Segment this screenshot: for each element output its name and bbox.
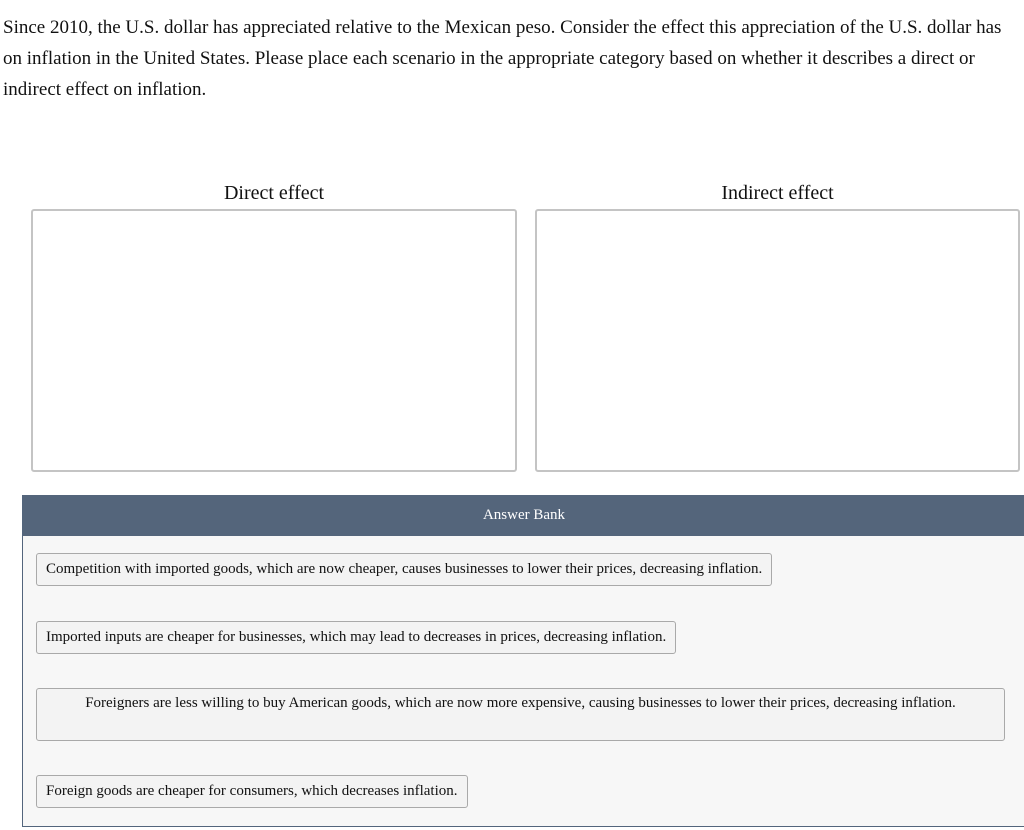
answer-bank [22,495,1024,827]
answer-chip[interactable]: Competition with imported goods, which are now cheaper, causes businesses to lower their prices, decreasing inflation. [36,553,772,586]
category-label-direct: Direct effect [223,182,325,204]
answer-chip[interactable]: Imported inputs are cheaper for businesses, which may lead to decreases in prices, decreasing inflation. [36,621,676,654]
answer-chip[interactable]: Foreigners are less willing to buy American goods, which are now more expensive, causing businesses to lower their prices, decreasing inflation. [36,688,1005,741]
drop-zone-direct-effect[interactable] [31,209,517,472]
question-prompt: Since 2010, the U.S. dollar has appreciated relative to the Mexican peso. Consider the effect this appreciation of the U.S. dollar has on inflation in the United States. Please place each scenario in the appropriate category based on whether it describes a direct or indirect effect on inflation. [3,17,1002,100]
answer-chip[interactable]: Foreign goods are cheaper for consumers, which decreases inflation. [36,775,468,808]
drop-zone-indirect-effect[interactable] [535,209,1020,472]
answer-bank-title: Answer Bank [23,495,1024,536]
category-label-indirect: Indirect effect [721,182,834,204]
